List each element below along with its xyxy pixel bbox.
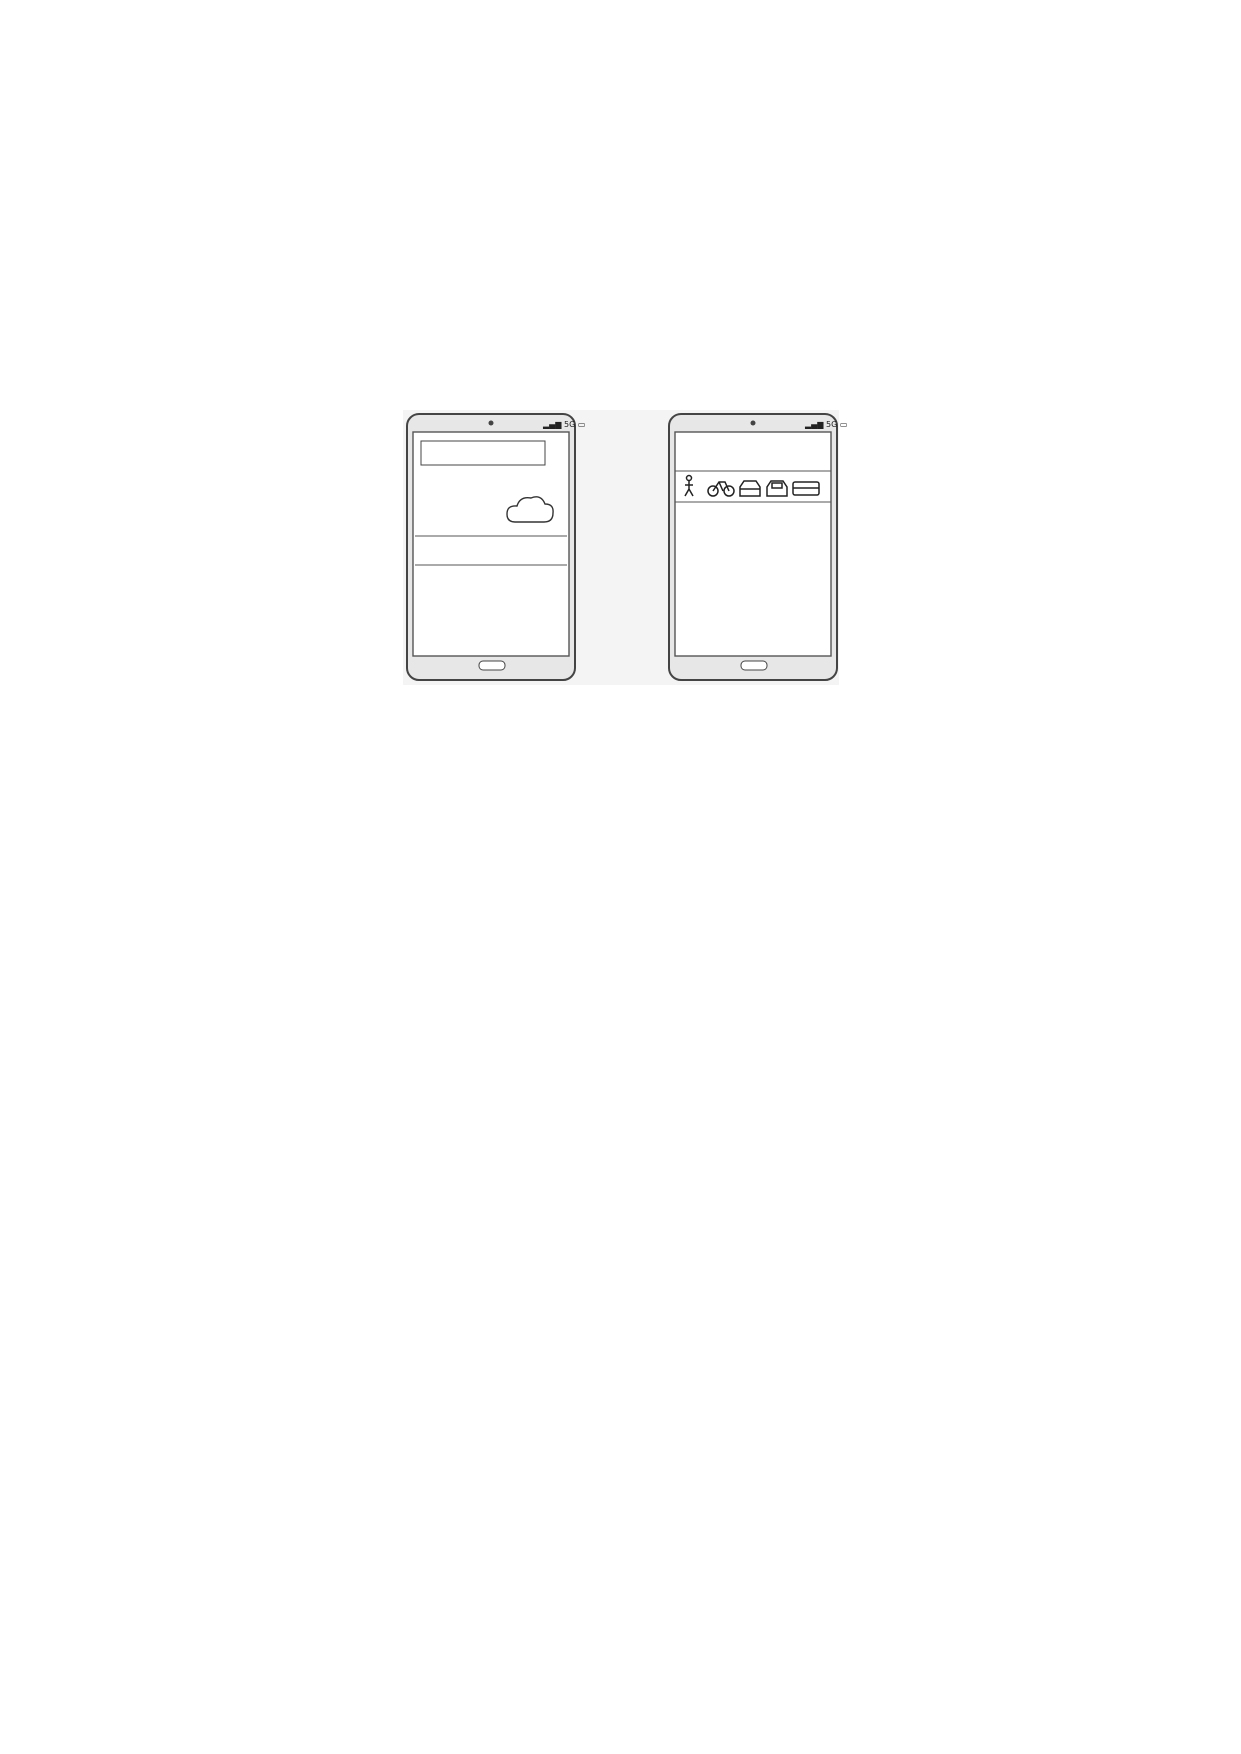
route-phone bbox=[669, 414, 847, 680]
svg-text:▂▄▆ 5G ▭: ▂▄▆ 5G ▭ bbox=[543, 420, 586, 429]
svg-text:▂▄▆ 5G ▭: ▂▄▆ 5G ▭ bbox=[805, 420, 848, 429]
passage bbox=[119, 255, 1122, 305]
weather-phone bbox=[407, 414, 585, 680]
phone-illustration bbox=[403, 410, 848, 685]
